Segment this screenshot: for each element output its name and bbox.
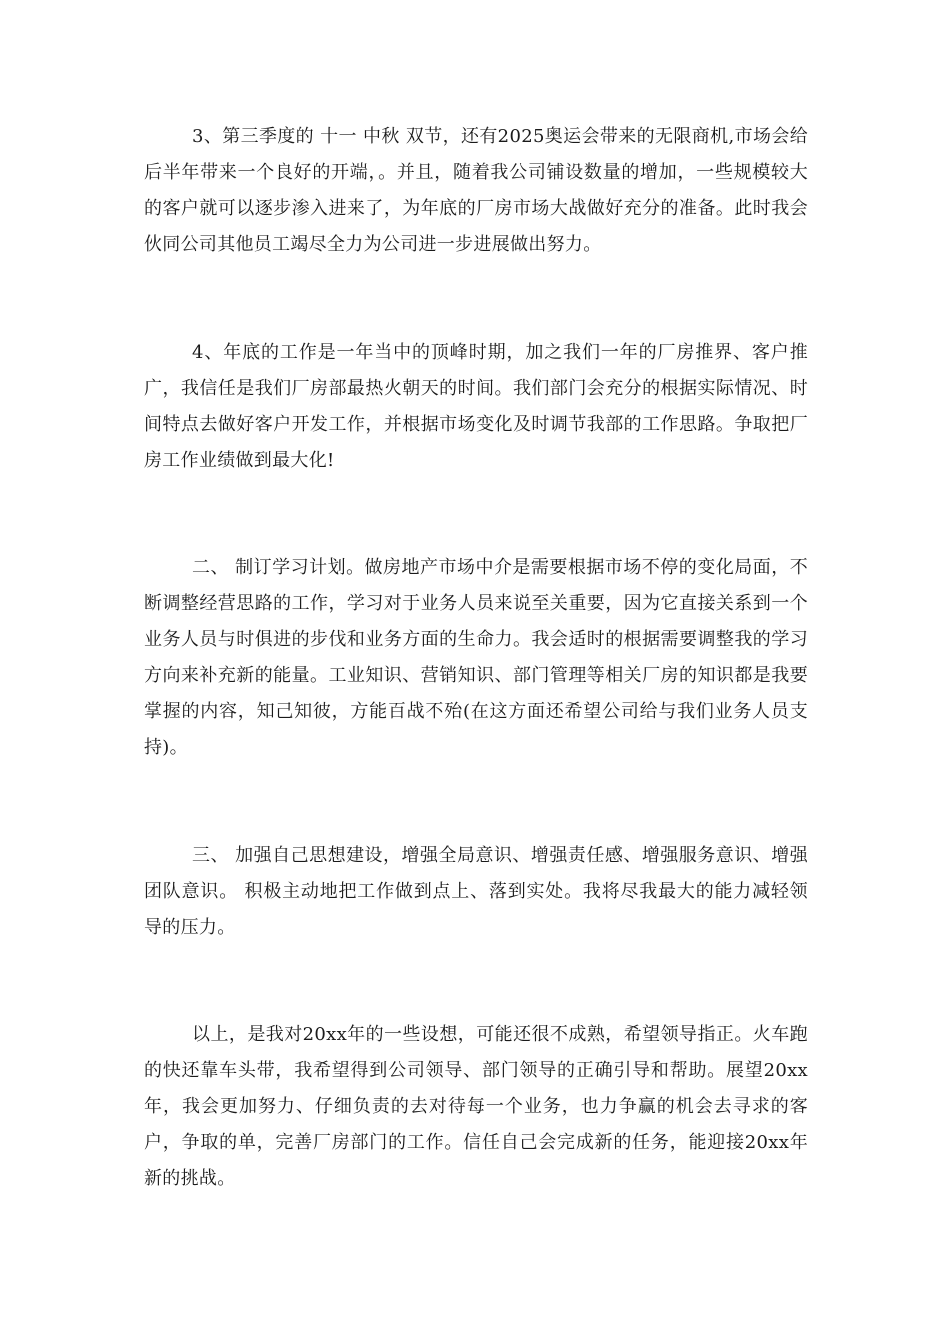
paragraph-third-quarter: 3、第三季度的 十一 中秋 双节，还有2025奥运会带来的无限商机,市场会给后半年带来一个良好的开端，。并且，随着我公司铺设数量的增加，一些规模较大的客户就可以逐步渗入进来了，为年底的厂房市场大战做好充分的准备。此时我会伙同公司其他员工竭尽全力为公司进一步进展做出努力。 <box>144 126 808 255</box>
paragraph-conclusion: 以上，是我对20xx年的一些设想，可能还很不成熟，希望领导指正。火车跑的快还靠车头带，我希望得到公司领导、部门领导的正确引导和帮助。展望20xx年，我会更加努力、仔细负责的去对待每一个业务，也力争赢的机会去寻求的客户，争取的单，完善厂房部门的工作。信任自己会完成新的任务，能迎接20xx年新的挑战。 <box>144 1024 808 1189</box>
paragraph-year-end: 4、年底的工作是一年当中的顶峰时期，加之我们一年的厂房推界、客户推广，我信任是我们厂房部最热火朝天的时间。我们部门会充分的根据实际情况、时间特点去做好客户开发工作，并根据市场变化及时调节我部的工作思路。争取把厂房工作业绩做到最大化! <box>144 342 808 471</box>
paragraph-ideology: 三、 加强自己思想建设，增强全局意识、增强责任感、增强服务意识、增强团队意识。 积极主动地把工作做到点上、落到实处。我将尽我最大的能力减轻领导的压力。 <box>144 845 808 938</box>
paragraph-study-plan: 二、 制订学习计划。做房地产市场中介是需要根据市场不停的变化局面，不断调整经营思路的工作，学习对于业务人员来说至关重要，因为它直接关系到一个业务人员与时俱进的步伐和业务方面的生命力。我会适时的根据需要调整我的学习方向来补充新的能量。工业知识、营销知识、部门管理等相关厂房的知识都是我要掌握的内容，知己知彼，方能百战不殆(在这方面还希望公司给与我们业务人员支持)。 <box>144 557 808 758</box>
